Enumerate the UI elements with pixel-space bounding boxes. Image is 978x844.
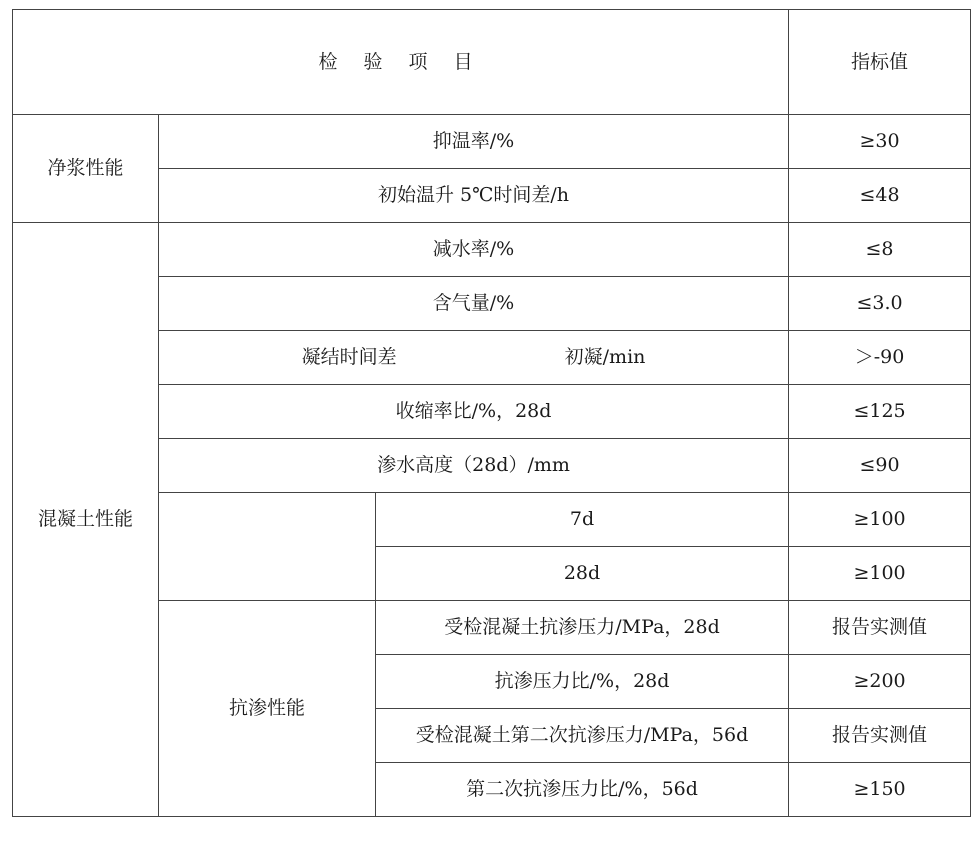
item-cell: 含气量/% bbox=[159, 277, 789, 331]
item-subtext: 初凝/min bbox=[564, 346, 646, 369]
item-cell: 7d bbox=[376, 493, 789, 547]
value-cell: ≤8 bbox=[789, 223, 971, 277]
item-cell: 28d bbox=[376, 547, 789, 601]
item-cell: 抗渗压力比/%，28d bbox=[376, 655, 789, 709]
value-cell: ≤48 bbox=[789, 169, 971, 223]
value-cell: ≤3.0 bbox=[789, 277, 971, 331]
group-label-paste: 净浆性能 bbox=[13, 115, 159, 223]
item-cell: 减水率/% bbox=[159, 223, 789, 277]
table-header-row bbox=[13, 10, 971, 115]
sub-group-compressive bbox=[159, 493, 376, 601]
table-row bbox=[13, 115, 971, 169]
group-label-concrete: 混凝土性能 bbox=[13, 223, 159, 817]
value-cell: 报告实测值 bbox=[789, 601, 971, 655]
item-cell: 抑温率/% bbox=[159, 115, 789, 169]
value-cell: ＞-90 bbox=[789, 331, 971, 385]
item-cell: 受检混凝土抗渗压力/MPa，28d bbox=[376, 601, 789, 655]
item-cell: 收缩率比/%，28d bbox=[159, 385, 789, 439]
table-row bbox=[13, 223, 971, 277]
item-cell: 第二次抗渗压力比/%，56d bbox=[376, 763, 789, 817]
header-value: 指标值 bbox=[789, 10, 971, 115]
header-item-label: 检 验 项 目 bbox=[318, 50, 483, 73]
value-cell: ≥100 bbox=[789, 547, 971, 601]
value-cell: ≤125 bbox=[789, 385, 971, 439]
value-cell: 报告实测值 bbox=[789, 709, 971, 763]
value-cell: ≥100 bbox=[789, 493, 971, 547]
item-cell-setting-time bbox=[159, 331, 789, 385]
sub-group-permeability: 抗渗性能 bbox=[159, 601, 376, 817]
item-text: 凝结时间差 bbox=[301, 346, 397, 369]
item-cell: 渗水高度（28d）/mm bbox=[159, 439, 789, 493]
value-cell: ≥200 bbox=[789, 655, 971, 709]
item-cell: 初始温升 5℃时间差/h bbox=[159, 169, 789, 223]
spec-table bbox=[12, 9, 971, 817]
value-cell: ≥150 bbox=[789, 763, 971, 817]
value-cell: ≥30 bbox=[789, 115, 971, 169]
header-item bbox=[13, 10, 789, 115]
item-cell: 受检混凝土第二次抗渗压力/MPa，56d bbox=[376, 709, 789, 763]
value-cell: ≤90 bbox=[789, 439, 971, 493]
